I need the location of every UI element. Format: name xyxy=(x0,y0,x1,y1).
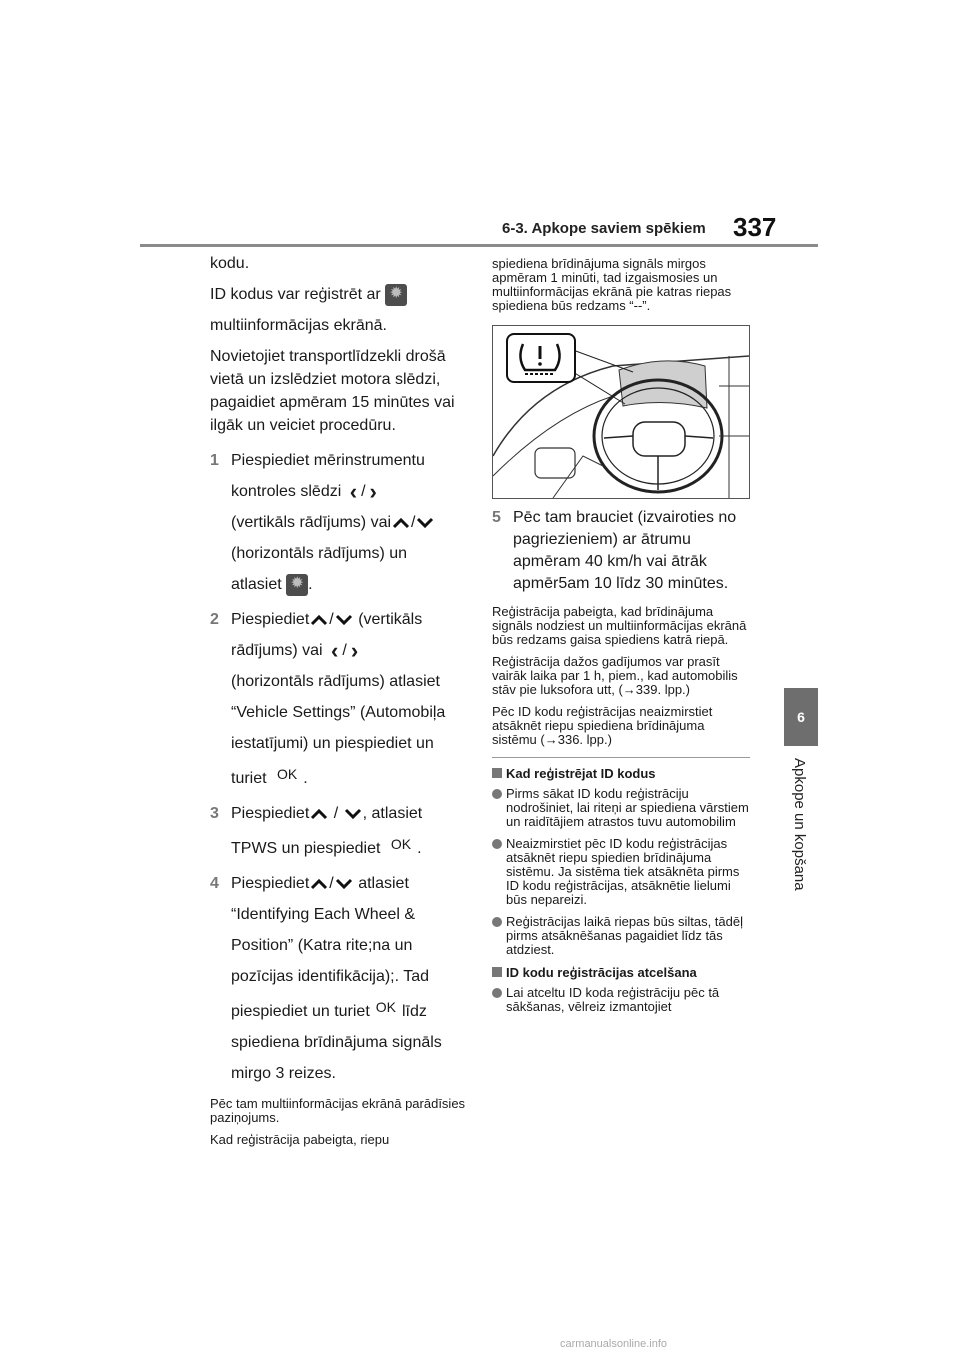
step-4: 4 Piespiediet / atlasiet “Identifying Each Wheel & Position” (Katra rite;na un pozīcijas identifikācija);. Tad piespiediet un turiet OK līdz spiediena brīdinājuma signāls mirgo 3 reizes. xyxy=(210,875,442,1082)
circle-bullet-icon xyxy=(492,988,502,998)
continued-text: spiediena brīdinājuma signāls mirgos apmēram 1 minūti, tad izgaismosies un multiinformācijas ekrānā pie katras riepas spiediena būs redzams “--”. xyxy=(492,256,732,313)
chevron-up-icon xyxy=(391,516,411,530)
info-text: Reģistrācija pabeigta, kad brīdinājuma signāls nodziest un multiinformācijas ekrānā būs redzams gaisa spiediens katrā riepā. xyxy=(492,604,747,647)
chevron-up-icon xyxy=(309,877,329,891)
chapter-label: Apkope un kopšana xyxy=(791,758,808,891)
chevron-up-icon xyxy=(309,807,329,821)
circle-bullet-icon xyxy=(492,789,502,799)
ok-button-icon: OK xyxy=(277,766,298,782)
step-5: 5 Pēc tam brauciet (izvairoties no pagriezieniem) ar ātrumu apmēram 40 km/h vai ātrāk apmēr5am 10 līdz 30 minūtes. xyxy=(492,509,737,592)
settings-icon xyxy=(385,284,407,306)
circle-bullet-icon xyxy=(492,917,502,927)
intro-text: kodu. xyxy=(210,255,250,272)
chapter-tab[interactable]: 6 xyxy=(784,688,818,746)
section-title: 6-3. Apkope saviem spēkiem xyxy=(502,220,706,237)
subheading: ID kodu reģistrācijas atcelšana xyxy=(492,965,750,980)
page-number: 337 xyxy=(733,212,777,242)
square-bullet-icon xyxy=(492,967,502,977)
settings-icon xyxy=(286,574,308,596)
header-divider xyxy=(140,244,818,247)
intro-text: multiinformācijas ekrānā. xyxy=(210,317,387,334)
note-text: Kad reģistrācija pabeigta, riepu xyxy=(210,1132,390,1147)
info-text: Reģistrācija dažos gadījumos var prasīt vairāk laika par 1 h, piem., kad automobilis stāv pie luksofora utt, (→339. lpp.) xyxy=(492,654,738,697)
step-1: 1 Piespiediet mērinstrumentu kontroles slēdzi ‹ / › (vertikāls rādījums) vai / (horizontāls rādījums) un atlasiet ✹ . xyxy=(210,449,470,596)
step-3: 3 Piespiediet / , atlasiet TPWS un piespiediet OK . xyxy=(210,805,423,857)
chevron-right-icon: › xyxy=(369,478,377,504)
note-text: Pēc tam multiinformācijas ekrānā parādīsies paziņojums. xyxy=(210,1096,466,1125)
watermark[interactable]: carmanualsonline.info xyxy=(560,1338,668,1350)
bullet-item: Reģistrācijas laikā riepas būs siltas, tādēļ pirms atsāknēšanas pagaidiet līdz tās atdziest. xyxy=(492,915,750,957)
intro-text: ID kodus var reģistrēt ar ✹ xyxy=(210,283,470,306)
steering-wheel-drawing xyxy=(493,326,749,498)
intro-text: Novietojiet transportlīdzekli drošā vietā un izslēdziet motora slēdzi, pagaidiet apmēram 15 minūtes vai ilgāk un veiciet procedūru. xyxy=(210,348,455,434)
chevron-down-icon xyxy=(334,877,354,891)
chevron-left-icon: ‹ xyxy=(349,478,358,504)
left-column xyxy=(210,252,470,1155)
step-2: 2 Piespiediet / (vertikāls rādījums) vai ‹ / › (horizontāls rādījums) atlasiet “Vehicle Settings” (Automobiļa iestatījumi) un piespiediet un turiet OK . xyxy=(210,611,446,787)
ok-button-icon: OK xyxy=(375,999,396,1015)
chevron-down-icon xyxy=(334,613,354,627)
chevron-up-icon xyxy=(309,613,329,627)
square-bullet-icon xyxy=(492,768,502,778)
bullet-item: Pirms sākat ID kodu reģistrāciju nodrošiniet, lai riteņi ar spiediena vārstiem un raidītājiem atrastos tuvu automobilim xyxy=(492,787,750,829)
chevron-right-icon: › xyxy=(350,637,359,663)
chevron-down-icon xyxy=(415,516,435,530)
chevron-left-icon: ‹ xyxy=(331,637,339,663)
right-column xyxy=(492,257,750,1022)
bullet-item: Lai atceltu ID koda reģistrāciju pēc tā sākšanas, vēlreiz izmantojiet xyxy=(492,986,750,1014)
ok-button-icon: OK xyxy=(390,836,412,852)
subheading: Kad reģistrējat ID kodus xyxy=(492,766,750,781)
dashboard-illustration xyxy=(492,325,750,499)
chevron-down-icon xyxy=(343,807,363,821)
section-divider xyxy=(492,757,750,758)
info-text: Pēc ID kodu reģistrācijas neaizmirstiet atsāknēt riepu spiediena brīdinājuma sistēmu (→336. lpp.) xyxy=(492,704,713,747)
bullet-item: Neaizmirstiet pēc ID kodu reģistrācijas atsāknēt riepu spiedien brīdinājuma sistēmu. Ja sistēma tiek atsāknēta pirms ID kodu reģistrācijas, atsāknētie lielumi būs nepareizi. xyxy=(492,837,750,907)
circle-bullet-icon xyxy=(492,839,502,849)
